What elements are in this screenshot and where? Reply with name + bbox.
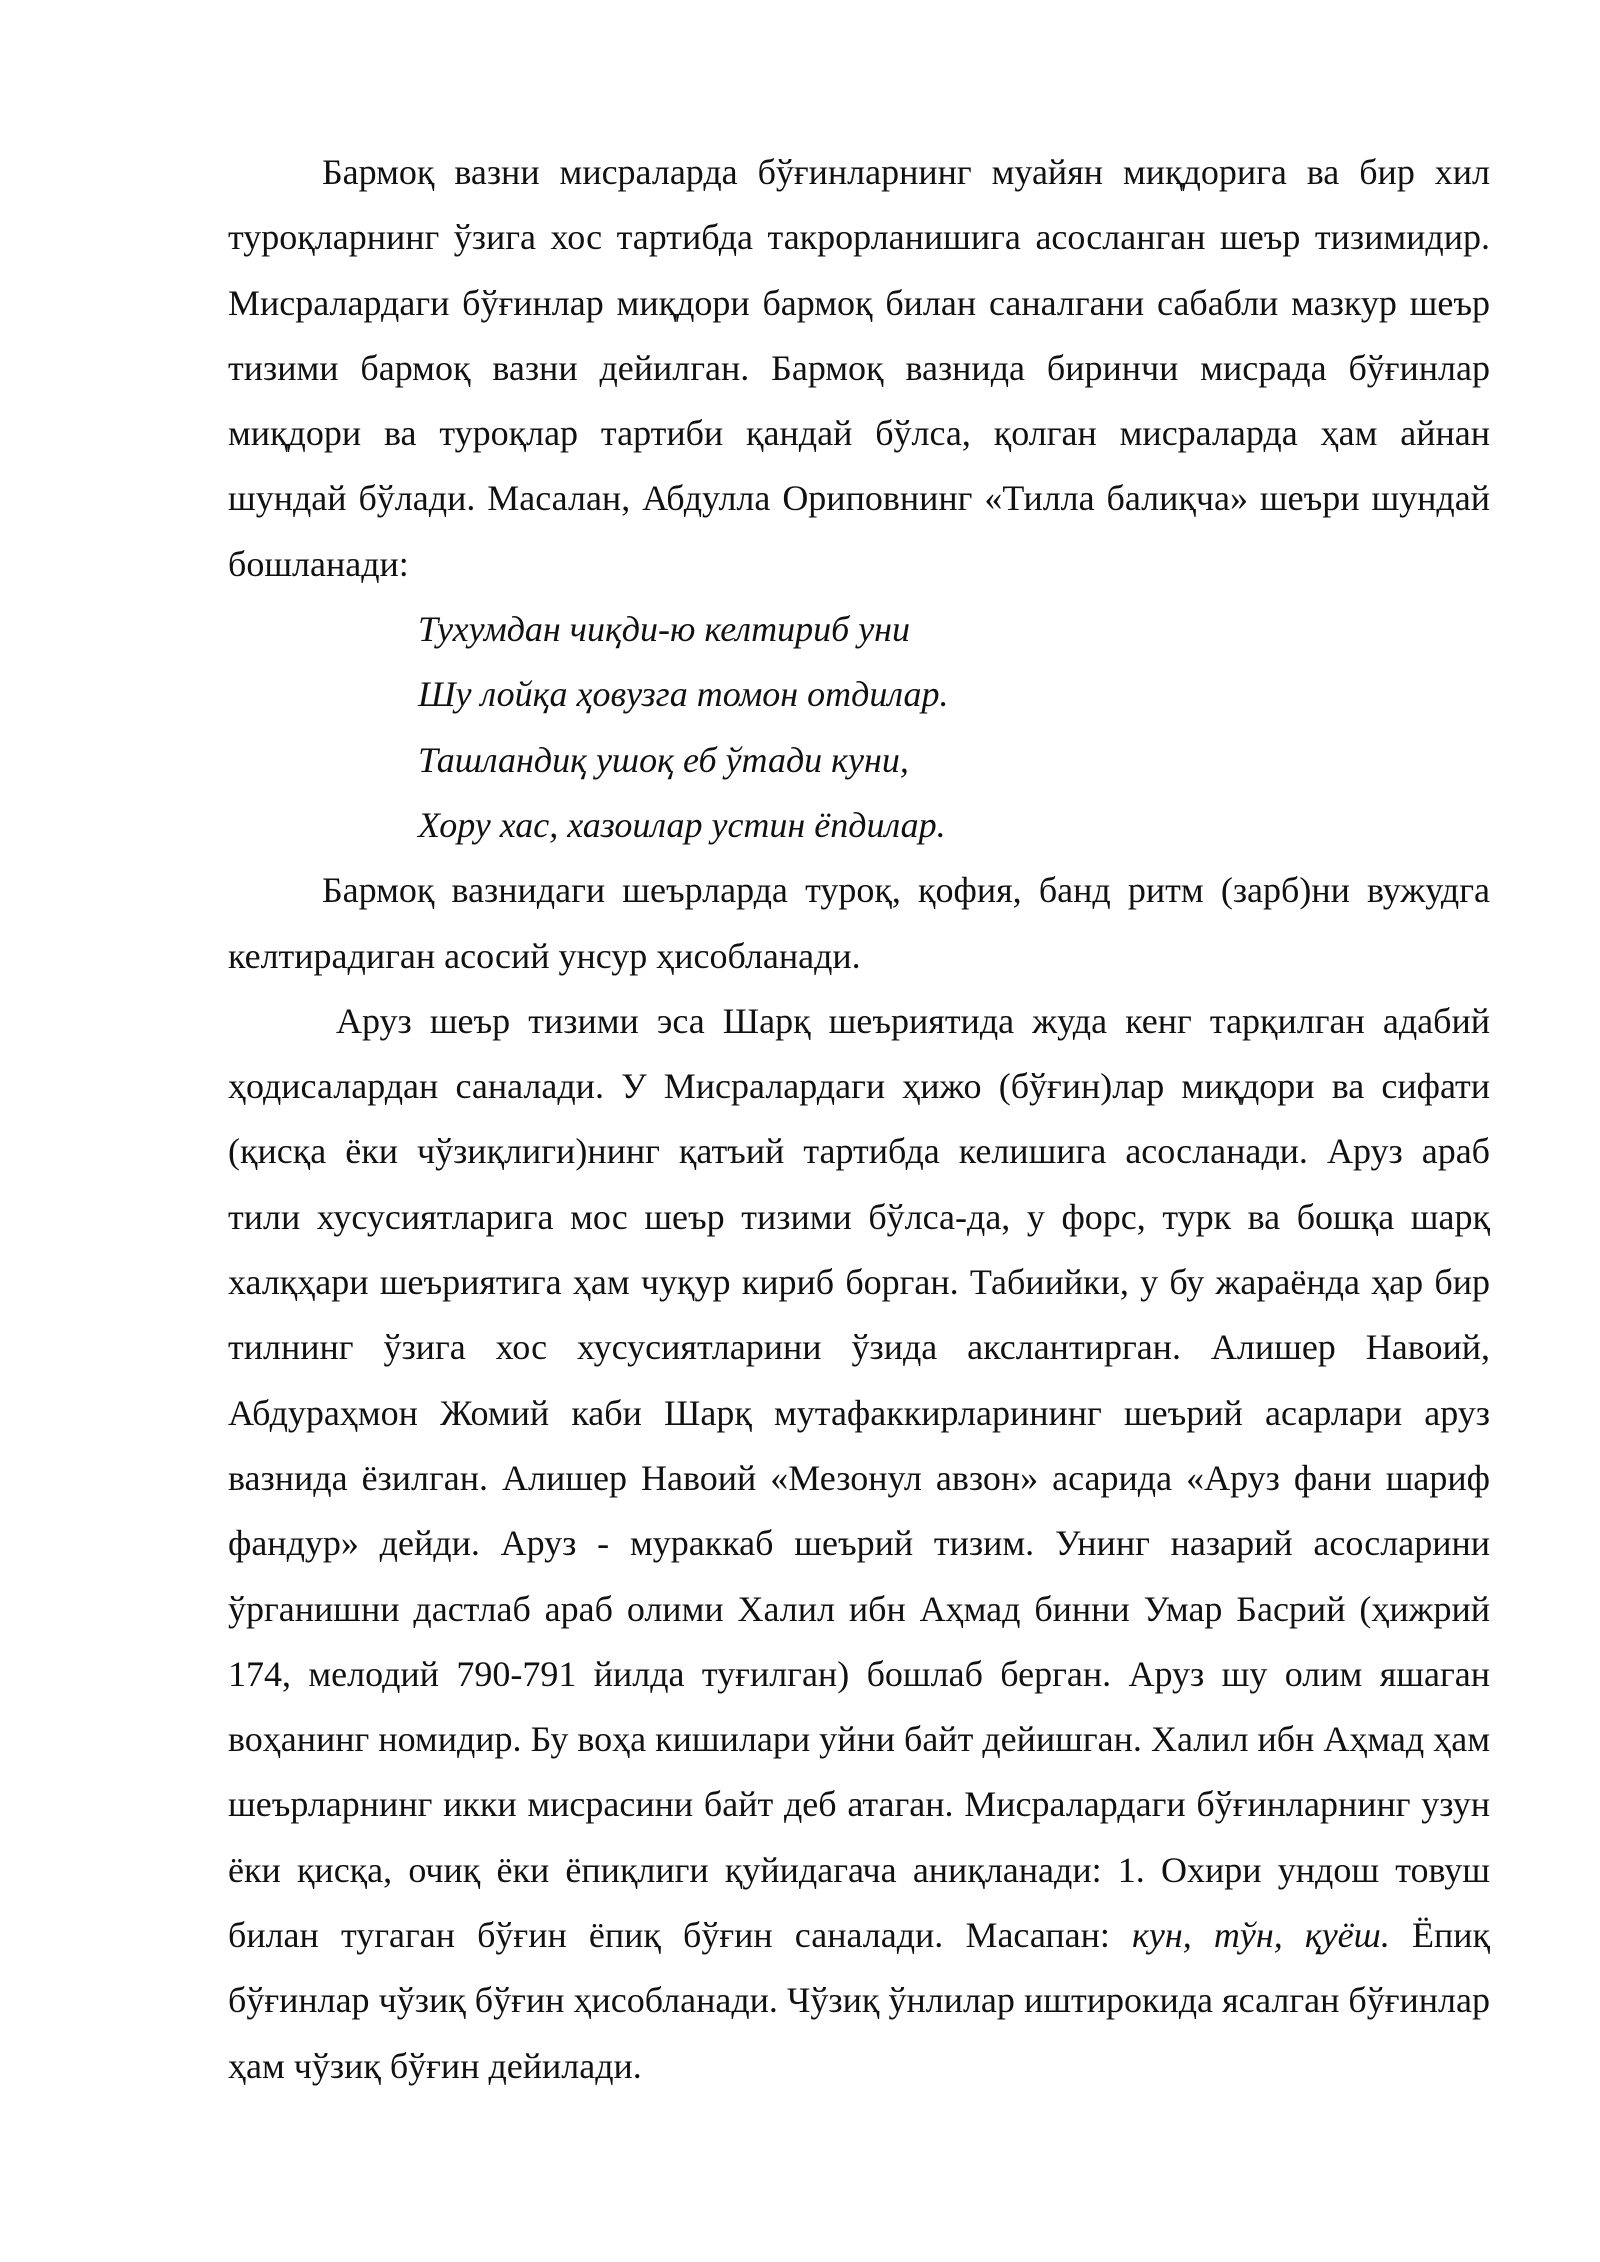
paragraph-aruz-text-end: Ёпиқ бўғинлар чўзиқ бўғин ҳисобланади. Чўзиқ ўнлилар иштирокида ясалган бўғинлар ҳам чўзиқ бўғин дейилади. <box>228 1915 1490 2086</box>
verse-quote <box>228 597 1490 858</box>
verse-line-4: Хору хас, хазоилар устин ёпдилар. <box>418 804 946 845</box>
paragraph-barmoq-elements: Бармоқ вазнидаги шеърларда туроқ, қофия, банд ритм (зарб)ни вужудга келтирадиган асосий унсур ҳисобланади. <box>228 870 1490 976</box>
verse-line-2: Шу лойқа ҳовузга томон отдилар. <box>418 674 949 715</box>
paragraph-aruz-examples: кун, тўн, қуёш. <box>1132 1915 1390 1956</box>
verse-line-3: Ташландиқ ушоқ еб ўтади куни, <box>418 739 909 780</box>
paragraph-barmoq-definition: Бармоқ вазни мисраларда бўғинларнинг муайян миқдорига ва бир хил туроқларнинг ўзига хос тартибда такрорланишига асосланган шеър тизимидир. Мисралардаги бўғинлар миқдори бармоқ билан саналгани сабабли мазкур шеър тизими бармоқ вазни дейилган. Бармоқ вазнида биринчи мисрада бўғинлар миқдори ва туроқлар тартиби қандай бўлса, қолган мисраларда ҳам айнан шундай бўлади. Масалан, Абдулла Ориповнинг «Тилла балиқча» шеъри шундай бошланади: <box>228 152 1490 584</box>
verse-line-1: Тухумдан чиқди-ю келтириб уни <box>418 609 911 650</box>
paragraph-aruz-text: Аруз шеър тизими эса Шарқ шеъриятида жуда кенг тарқилган адабий ҳодисалардан саналади. У Мисралардаги ҳижо (бўғин)лар миқдори ва сифати (қисқа ёки чўзиқлиги)нинг қатъий тартибда келишига асосланади. Аруз араб тили хусусиятларига мос шеър тизими бўлса-да, у форс, турк ва бошқа шарқ халқҳари шеъриятига ҳам чуқур кириб борган. Табиийки, у бу жараёнда ҳар бир тилнинг ўзига хос хусусиятларини ўзида акслантирган. Алишер Навоий, Абдураҳмон Жомий каби Шарқ мутафаккирларининг шеърий асарлари аруз вазнида ёзилган. Алишер Навоий «Мезонул авзон» асарида «Аруз фани шариф фандур» дейди. Аруз - мураккаб шеърий тизим. Унинг назарий асосларини ўрганишни дастлаб араб олими Халил ибн Аҳмад бинни Умар Басрий (ҳижрий 174, мелодий 790-791 йилда туғилган) бошлаб берган. Аруз шу олим яшаган воҳанинг номидир. Бу воҳа кишилари уйни байт дейишган. Халил ибн Аҳмад ҳам шеърларнинг икки мисрасини байт деб атаган. Мисралардаги бўғинларнинг узун ёки қисқа, очиқ ёки ёпиқлиги қуйидагача аниқланади: 1. Охири ундош товуш билан тугаган бўғин ёпиқ бўғин саналади. Масапан: <box>228 1000 1490 1956</box>
document-page <box>228 140 1490 2099</box>
paragraph-aruz <box>228 989 1490 2099</box>
